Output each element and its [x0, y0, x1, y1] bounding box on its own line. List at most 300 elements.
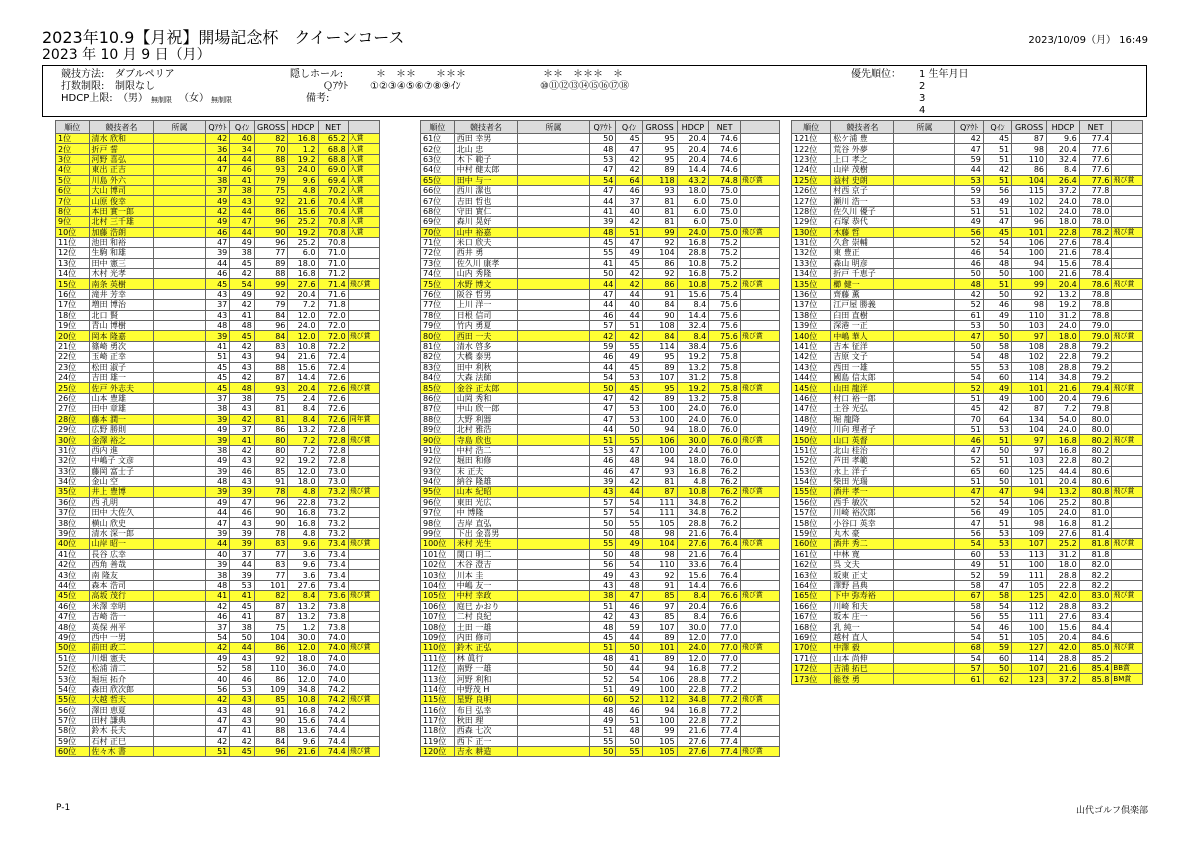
hdcp: 18.0: [1047, 331, 1080, 341]
net: 85.2: [1079, 653, 1112, 663]
award: 同年賞: [348, 414, 379, 424]
gross: 86: [254, 206, 288, 216]
gross: 95: [642, 383, 677, 393]
award: [348, 352, 379, 362]
net: 78.8: [1079, 289, 1112, 299]
gross: 104: [1012, 424, 1047, 434]
award: [1112, 445, 1143, 455]
hdcp: 9.6: [288, 175, 318, 185]
award: [740, 528, 779, 538]
rank: 52位: [56, 663, 90, 673]
table-row: [421, 611, 780, 621]
net: 77.4: [709, 736, 741, 746]
in-score: 39: [230, 487, 255, 497]
in-score: 42: [230, 414, 255, 424]
hdcp: 27.6: [1047, 528, 1080, 538]
out-score: 58: [955, 580, 983, 590]
affiliation: [518, 362, 590, 372]
net: 80.0: [1079, 414, 1112, 424]
gross: 97: [1012, 331, 1047, 341]
hdcp-header: HDCP: [677, 121, 709, 134]
net: 72.8: [318, 445, 348, 455]
award: [1112, 154, 1143, 164]
table-row: [421, 622, 780, 632]
in-score: 47: [616, 591, 642, 601]
out-score: 43: [589, 580, 615, 590]
player-name: 松浦 清二: [89, 663, 154, 673]
hdcp: 9.6: [288, 736, 318, 746]
rank: 168位: [792, 622, 831, 632]
in-score: 49: [983, 310, 1011, 320]
net: 73.8: [318, 622, 348, 632]
player-name: 金谷 正太郎: [454, 383, 517, 393]
gross: 93: [254, 383, 288, 393]
hdcp: 27.6: [288, 580, 318, 590]
in-score: 48: [230, 383, 255, 393]
player-name: 長谷 広幸: [89, 549, 154, 559]
table-row: [56, 424, 380, 434]
award: [740, 715, 779, 725]
affiliation: [154, 165, 205, 175]
affiliation: [518, 341, 590, 351]
player-name: 吉田 雄一: [89, 372, 154, 382]
affiliation: [518, 165, 590, 175]
gross: 114: [1012, 653, 1047, 663]
award: 飛び賞: [348, 487, 379, 497]
table-row: [56, 705, 380, 715]
award: [1112, 134, 1143, 144]
gross: 100: [642, 445, 677, 455]
net: 78.8: [1079, 300, 1112, 310]
player-name: 吉浦 拓巳: [831, 663, 894, 673]
out-score: 50: [589, 383, 615, 393]
affiliation: [894, 528, 955, 538]
player-name: 西下 正一: [454, 736, 517, 746]
affiliation: [894, 372, 955, 382]
rank: 2位: [56, 144, 90, 154]
player-name: 國島 信太郎: [831, 372, 894, 382]
rank: 50位: [56, 643, 90, 653]
rank: 106位: [421, 601, 455, 611]
award: [740, 497, 779, 507]
in-score: 41: [230, 591, 255, 601]
gross-header: GROSS: [642, 121, 677, 134]
player-name: 越村 直人: [831, 632, 894, 642]
priority-item: 4: [919, 105, 926, 116]
affiliation: [154, 185, 205, 195]
out-score: 56: [955, 528, 983, 538]
affiliation: [154, 362, 205, 372]
in-score: 50: [983, 321, 1011, 331]
out-score: 57: [955, 663, 983, 673]
gross: 105: [1012, 508, 1047, 518]
hdcp: 34.8: [677, 508, 709, 518]
net: 78.4: [1079, 258, 1112, 268]
rank: 69位: [421, 217, 455, 227]
award: 入賞: [348, 206, 379, 216]
gross: 88: [254, 362, 288, 372]
player-name: 田中 利秋: [454, 362, 517, 372]
hdcp: 4.8: [288, 185, 318, 195]
in-header: Qｲﾝ: [983, 121, 1011, 134]
net: 72.0: [318, 310, 348, 320]
in-score: 60: [983, 372, 1011, 382]
out-score: 59: [589, 341, 615, 351]
affiliation: [518, 175, 590, 185]
in-score: 40: [230, 134, 255, 144]
out-score: 43: [589, 487, 615, 497]
player-name: 吉原 文子: [831, 352, 894, 362]
player-name: 荒谷 外夢: [831, 144, 894, 154]
out-score: 52: [955, 300, 983, 310]
affiliation: [518, 560, 590, 570]
out-score: 47: [589, 289, 615, 299]
player-name: 内田 修司: [454, 632, 517, 642]
player-name: 阪谷 哲男: [454, 289, 517, 299]
gross: 94: [642, 705, 677, 715]
hdcp: 43.2: [677, 175, 709, 185]
award: [348, 632, 379, 642]
out-score: 47: [205, 715, 230, 725]
out-score: 38: [205, 570, 230, 580]
affiliation: [154, 560, 205, 570]
net: 75.2: [709, 258, 741, 268]
net: 75.0: [709, 217, 741, 227]
net: 75.2: [709, 269, 741, 279]
in-score: 55: [616, 747, 642, 757]
in-score: 42: [616, 269, 642, 279]
table-row: [421, 674, 780, 684]
gross: 89: [642, 632, 677, 642]
award: [740, 570, 779, 580]
affiliation: [518, 622, 590, 632]
award: [740, 622, 779, 632]
in-score: 48: [616, 580, 642, 590]
affiliation: [154, 237, 205, 247]
hdcp: 37.2: [1047, 674, 1080, 684]
results-table-2: [420, 120, 780, 757]
net: 72.8: [318, 424, 348, 434]
net: 77.6: [1079, 165, 1112, 175]
in-score: 54: [983, 601, 1011, 611]
gross: 94: [642, 663, 677, 673]
table-row: [792, 310, 1143, 320]
affiliation: [894, 269, 955, 279]
hdcp: 42.0: [1047, 643, 1080, 653]
affiliation: [518, 736, 590, 746]
rank: 17位: [56, 300, 90, 310]
net: 80.2: [1079, 435, 1112, 445]
rank: 45位: [56, 591, 90, 601]
player-name: 西川 潔也: [454, 185, 517, 195]
player-name: 森山 明彦: [831, 258, 894, 268]
net: 77.2: [709, 705, 741, 715]
affiliation: [154, 196, 205, 206]
out-score: 51: [589, 726, 615, 736]
table-row: [56, 175, 380, 185]
net: 77.6: [1079, 144, 1112, 154]
hdcp-male-value: 無制限: [151, 96, 172, 104]
out-score: 37: [205, 393, 230, 403]
player-name: 呉 文夫: [831, 560, 894, 570]
net-header: NET: [709, 121, 741, 134]
hdcp: 13.2: [288, 424, 318, 434]
gross: 102: [1012, 352, 1047, 362]
rank: 7位: [56, 196, 90, 206]
in-score: 46: [616, 705, 642, 715]
table-row: [792, 362, 1143, 372]
table-row: [792, 508, 1143, 518]
rank: 60位: [56, 747, 90, 757]
net: 73.4: [318, 539, 348, 549]
out-score: 55: [589, 736, 615, 746]
affiliation: [894, 289, 955, 299]
gross: 94: [642, 424, 677, 434]
gross: 82: [254, 134, 288, 144]
in-score: 48: [616, 726, 642, 736]
net: 73.0: [318, 476, 348, 486]
affiliation: [894, 165, 955, 175]
affiliation: [154, 134, 205, 144]
player-name: 庭巳 かおり: [454, 601, 517, 611]
out-score: 47: [955, 487, 983, 497]
net: 75.8: [709, 372, 741, 382]
affiliation: [894, 570, 955, 580]
table-row: [421, 497, 780, 507]
rank: 116位: [421, 705, 455, 715]
table-row: [56, 591, 380, 601]
net: 79.2: [1079, 372, 1112, 382]
rank: 67位: [421, 196, 455, 206]
table-header-row: [421, 121, 780, 134]
in-score: 64: [616, 175, 642, 185]
table-row: [421, 352, 780, 362]
net: 79.2: [1079, 352, 1112, 362]
out-score: 52: [955, 570, 983, 580]
gross: 90: [254, 227, 288, 237]
net: 81.8: [1079, 549, 1112, 559]
affiliation: [518, 144, 590, 154]
in-score: 48: [616, 528, 642, 538]
affiliation: [154, 747, 205, 757]
net: 75.8: [709, 352, 741, 362]
rank: 114位: [421, 684, 455, 694]
player-name: 守田 實仁: [454, 206, 517, 216]
award: 飛び賞: [1112, 279, 1143, 289]
award: [740, 466, 779, 476]
rank: 43位: [56, 570, 90, 580]
out-score: 57: [589, 321, 615, 331]
rank: 137位: [792, 300, 831, 310]
gross: 84: [254, 310, 288, 320]
rank: 151位: [792, 445, 831, 455]
player-name: 本田 實一郎: [89, 206, 154, 216]
table-row: [56, 185, 380, 195]
priority-label: 優先順位：: [851, 69, 901, 80]
affiliation: [154, 570, 205, 580]
affiliation: [894, 383, 955, 393]
table-row: [421, 258, 780, 268]
rank: 24位: [56, 372, 90, 382]
net: 73.4: [318, 560, 348, 570]
in-score: 56: [983, 185, 1011, 195]
award: [1112, 611, 1143, 621]
table-row: [56, 341, 380, 351]
player-name: 澤野 昌典: [831, 580, 894, 590]
table-row: [421, 663, 780, 673]
out-score: 39: [205, 248, 230, 258]
affiliation: [894, 352, 955, 362]
in-score: 52: [616, 695, 642, 705]
table-row: [792, 414, 1143, 424]
gross: 102: [1012, 196, 1047, 206]
hdcp: 20.4: [1047, 476, 1080, 486]
table-row: [56, 539, 380, 549]
gross: 92: [1012, 289, 1047, 299]
table-row: [792, 518, 1143, 528]
hdcp: 18.0: [677, 424, 709, 434]
table-row: [792, 154, 1143, 164]
award: [1112, 456, 1143, 466]
table-row: [56, 622, 380, 632]
table-row: [421, 362, 780, 372]
player-name: 芦田 孝範: [831, 456, 894, 466]
affiliation: [518, 601, 590, 611]
affiliation: [894, 466, 955, 476]
hdcp: 24.0: [677, 404, 709, 414]
award: [1112, 196, 1143, 206]
affiliation: [154, 632, 205, 642]
player-name: 山岸 昭一: [89, 539, 154, 549]
rank: 99位: [421, 528, 455, 538]
net: 75.0: [709, 227, 741, 237]
in-score: 38: [230, 393, 255, 403]
hdcp: 24.0: [1047, 206, 1080, 216]
gross: 78: [254, 528, 288, 538]
award: [1112, 362, 1143, 372]
in-score: 51: [983, 206, 1011, 216]
hdcp: 18.0: [677, 456, 709, 466]
gross: 93: [642, 466, 677, 476]
out-score: 52: [955, 456, 983, 466]
out-holes: ①②③④⑤⑥⑦⑧⑨ｲﾝ: [370, 81, 461, 92]
player-name: 西内 進: [89, 445, 154, 455]
net: 75.2: [709, 279, 741, 289]
out-score: 52: [955, 383, 983, 393]
rank: 9位: [56, 217, 90, 227]
net: 79.2: [1079, 341, 1112, 351]
rank: 172位: [792, 663, 831, 673]
out-score: 58: [955, 601, 983, 611]
out-score: 39: [205, 528, 230, 538]
affiliation: [518, 539, 590, 549]
in-score: 50: [983, 289, 1011, 299]
player-name: 滝井 芳幸: [89, 289, 154, 299]
rank: 120位: [421, 747, 455, 757]
gross: 92: [642, 269, 677, 279]
hdcp: 34.8: [288, 684, 318, 694]
gross: 107: [1012, 539, 1047, 549]
player-name: 森本 浩司: [89, 580, 154, 590]
award: [348, 404, 379, 414]
net: 74.4: [318, 726, 348, 736]
affiliation: [518, 352, 590, 362]
in-score: 42: [230, 269, 255, 279]
rank: 126位: [792, 185, 831, 195]
net: 76.4: [709, 539, 741, 549]
rank: 167位: [792, 611, 831, 621]
out-score: 46: [589, 352, 615, 362]
net: 76.6: [709, 580, 741, 590]
affiliation: [518, 518, 590, 528]
hdcp: 20.4: [1047, 632, 1080, 642]
out-score: 56: [205, 684, 230, 694]
hdcp: 19.2: [288, 227, 318, 237]
affiliation: [518, 414, 590, 424]
gross: 95: [642, 352, 677, 362]
in-score: 45: [230, 258, 255, 268]
player-name: 田中 大佐久: [89, 508, 154, 518]
net: 78.4: [1079, 237, 1112, 247]
player-name: 永上 洋子: [831, 466, 894, 476]
gross: 81: [642, 476, 677, 486]
rank: 36位: [56, 497, 90, 507]
out-score: 60: [589, 695, 615, 705]
rank-header: 順位: [792, 121, 831, 134]
table-row: [421, 518, 780, 528]
affiliation: [154, 289, 205, 299]
affiliation: [518, 684, 590, 694]
table-row: [56, 570, 380, 580]
net: 69.0: [318, 165, 348, 175]
table-row: [792, 663, 1143, 673]
hdcp: 12.0: [288, 674, 318, 684]
rank: 77位: [421, 300, 455, 310]
award: [1112, 580, 1143, 590]
gross: 79: [254, 175, 288, 185]
affiliation: [154, 663, 205, 673]
net: 74.2: [318, 684, 348, 694]
table-row: [421, 206, 780, 216]
award: [740, 414, 779, 424]
hdcp: 10.8: [288, 341, 318, 351]
in-header: Qｲﾝ: [230, 121, 255, 134]
award: [740, 237, 779, 247]
net: 76.0: [709, 404, 741, 414]
out-score: 49: [955, 217, 983, 227]
player-name: 日根 信司: [454, 310, 517, 320]
net: 73.2: [318, 528, 348, 538]
hdcp: 1.2: [288, 622, 318, 632]
rank: 117位: [421, 715, 455, 725]
hdcp: 27.6: [1047, 611, 1080, 621]
player-name: 木下 範子: [454, 154, 517, 164]
hdcp: 30.0: [677, 435, 709, 445]
affiliation: [518, 227, 590, 237]
hdcp: 27.6: [288, 279, 318, 289]
in-score: 37: [230, 549, 255, 559]
gross: 94: [254, 352, 288, 362]
rank: 123位: [792, 154, 831, 164]
table-row: [792, 560, 1143, 570]
in-score: 55: [616, 518, 642, 528]
gross: 99: [642, 726, 677, 736]
player-name: 西手 敏次: [831, 497, 894, 507]
out-score: 53: [955, 196, 983, 206]
remarks-label: 備考:: [306, 93, 330, 104]
gross: 104: [1012, 175, 1047, 185]
gross: 91: [642, 580, 677, 590]
